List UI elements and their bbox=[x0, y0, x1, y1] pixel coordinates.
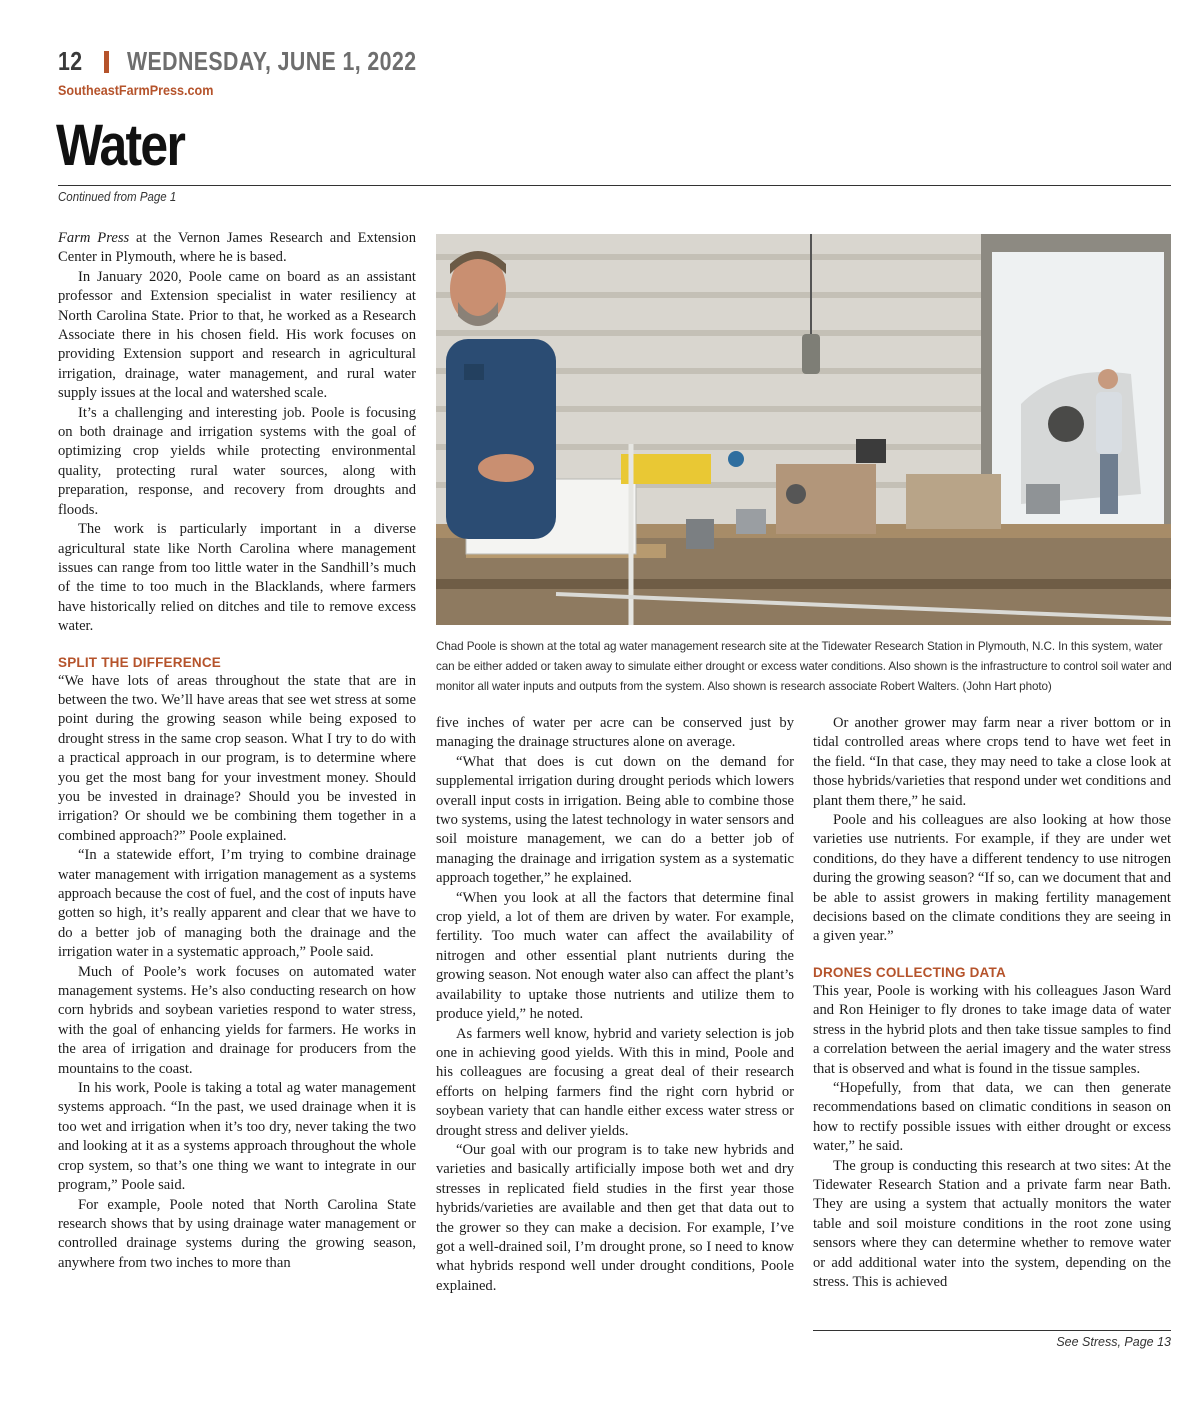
photo-illustration bbox=[436, 234, 1171, 625]
paragraph: It’s a challenging and interesting job. Poole is focusing on both drainage and irrigation systems with the goal of optimizing crop yields while protecting environmental quality, protecting rural water sources, along with preparation, response, and recovery from droughts and floods. bbox=[58, 404, 416, 518]
paragraph: This year, Poole is working with his colleagues Jason Ward and Ron Heiniger to fly drones to take image data of water stress in the hybrid plots and then take tissue samples to find a correlation between the aerial imagery and the water stress that is observed and what is found in the tissue samples. bbox=[813, 982, 1171, 1077]
paragraph: “We have lots of areas throughout the state that are in between the two. We’ll have areas that see wet stress at some point during the growing season while being exposed to drought stress in the same crop season. What I try to do with a practical approach in our program, is to determine where you get the most bang for your investment money. Should you be invested in drainage? Should you be invested in irrigation? Or should we be combining them together in a combined approach?” Poole explained. bbox=[58, 672, 416, 844]
paragraph: “In a statewide effort, I’m trying to combine drainage water management with irrigation management as a systems approach because the cost of fuel, and the cost of inputs have gotten so high, it’s really apparent and clear that we have to do a better job of managing both the drainage and the irrigation water in a systematic approach,” Poole said. bbox=[58, 847, 416, 961]
paragraph: five inches of water per acre can be conserved just by managing the drainage structures alone on average. bbox=[436, 715, 794, 751]
paragraph: For example, Poole noted that North Carolina State research shows that by using drainage water management or controlled drainage systems during the growing season, anywhere from two inches to more than bbox=[58, 1196, 416, 1271]
website-link[interactable]: SoutheastFarmPress.com bbox=[58, 82, 214, 98]
paragraph: “When you look at all the factors that determine final crop yield, a lot of them are driven by water. For example, fertility. Too much water can affect the availability of nitrogen and other essential plant nutrients during the growing season. Not enough water also can affect the plant’s availability to uptake those nutrients and utilize them to produce yield,” he noted. bbox=[436, 889, 794, 1023]
brown-box bbox=[906, 474, 1001, 529]
paragraph: In January 2020, Poole came on board as an assistant professor and Extension specialist in water resiliency at North Carolina State. Prior to that, he worked as a Research Associate there in his chosen field. His work focuses on providing Extension support and research in agricultural irrigation, drainage, water management, and rural water supply issues at the local and watershed scale. bbox=[58, 268, 416, 402]
yellow-bins bbox=[621, 454, 711, 484]
paragraph: The group is conducting this research at two sites: At the Tidewater Research Station and a private farm near Bath. They are using a system that actually monitors the water table and soil moisture conditions in the root zone using sensors where they can determine whether to remove water or add additional water into the system, depending on the stress. This is achieved bbox=[813, 1157, 1171, 1290]
article-column-3 bbox=[813, 714, 1171, 1324]
paragraph-text: at the Vernon James Research and Extension Center in Plymouth, where he is based. bbox=[58, 230, 417, 266]
jump-rule bbox=[813, 1330, 1171, 1331]
paragraph: As farmers well know, hybrid and variety selection is job one in achieving good yields. With this in mind, Poole and his colleagues are focusing a great deal of their research efforts on helping farmers find the right corn hybrid or soybean variety that can handle either excess water stress or drought stress and deliver yields. bbox=[436, 1025, 794, 1139]
paragraph: Or another grower may farm near a river bottom or in tidal controlled areas where crops tend to have wet feet in the field. “In that case, they may need to take a close look at those hybrids/varieties that respond under wet conditions and plant them there,” he said. bbox=[813, 715, 1171, 809]
article-photo bbox=[436, 234, 1171, 625]
steering-wheel bbox=[1048, 406, 1084, 442]
paragraph: Much of Poole’s work focuses on automated water management systems. He’s also conducting research on how corn hybrids and soybean varieties respond to water stress, with the goal of enhancing yields for farmers. He works in the area of irrigation and drainage for producers from the mountains to the coast. bbox=[58, 963, 416, 1077]
subhead-split-the-difference: SPLIT THE DIFFERENCE bbox=[58, 654, 222, 670]
paragraph bbox=[58, 229, 416, 268]
continued-note: Continued from Page 1 bbox=[58, 190, 177, 204]
headline-rule bbox=[58, 185, 1171, 186]
paragraph: The work is particularly important in a diverse agricultural state like North Carolina where management issues can range from too little water in the Sandhill’s much of the time to too much in the Blacklands, where farmers have historically relied on ditches and tile to remove excess water. bbox=[58, 521, 416, 635]
article-column-1 bbox=[58, 229, 416, 1359]
paragraph: “Hopefully, from that data, we can then generate recommendations based on climatic conditions in season on how to rectify possible issues with either drought or excess water,” he said. bbox=[813, 1079, 1171, 1155]
jump-reference[interactable]: See Stress, Page 13 bbox=[1056, 1335, 1171, 1349]
paragraph: Poole and his colleagues are also looking at how those varieties use nutrients. For example, if they are under wet conditions, do they have a different tendency to use nitrogen during the growing season? “If so, can we document that and be able to assist growers in making fertility management decisions based on the climate conditions they are seeing in a given year.” bbox=[813, 812, 1171, 945]
paragraph: In his work, Poole is taking a total ag water management systems approach. “In the past, we used drainage when it is too wet and irrigation when it’s too dry, never taking the two and looking at it as a systems approach throughout the whole crop system, so that’s one thing we want to integrate in our program,” Poole said. bbox=[58, 1080, 416, 1194]
article-column-2 bbox=[436, 714, 794, 1364]
paragraph: “Our goal with our program is to take new hybrids and varieties and basically artificially impose both wet and dry stresses in replicated field studies in the first year those hybrids/varieties are available and then get that data out to the grower so they can make a decision. For example, I’ve got a well-drained soil, I’m drought prone, so I need to know what hybrids respond well under drought conditions, Poole explained. bbox=[436, 1141, 794, 1294]
paragraph: “What that does is cut down on the demand for supplemental irrigation during drought periods which lowers overall input costs in irrigation. Being able to combine those two systems, using the latest technology in water sensors and soil moisture management, we can do a better job of managing the drainage and irrigation system as a systematic approach together,” he explained. bbox=[436, 753, 794, 887]
photo-caption: Chad Poole is shown at the total ag water management research site at the Tidewater Research Station in Plymouth, N.C. In this system, water can be either added or taken away to simulate either drought or excess water conditions. Also shown is the infrastructure to control soil water and monitor all water inputs and outputs from the system. Also shown is research associate Robert Walters. (John Hart photo) bbox=[436, 640, 1172, 693]
page-number: 12 bbox=[58, 46, 83, 76]
issue-date: WEDNESDAY, JUNE 1, 2022 bbox=[127, 46, 417, 76]
masthead bbox=[58, 46, 480, 78]
masthead-divider bbox=[104, 51, 109, 73]
publication-name: Farm Press bbox=[58, 230, 130, 246]
subhead-drones-collecting-data: DRONES COLLECTING DATA bbox=[813, 964, 1006, 980]
article-headline: Water bbox=[56, 113, 185, 178]
